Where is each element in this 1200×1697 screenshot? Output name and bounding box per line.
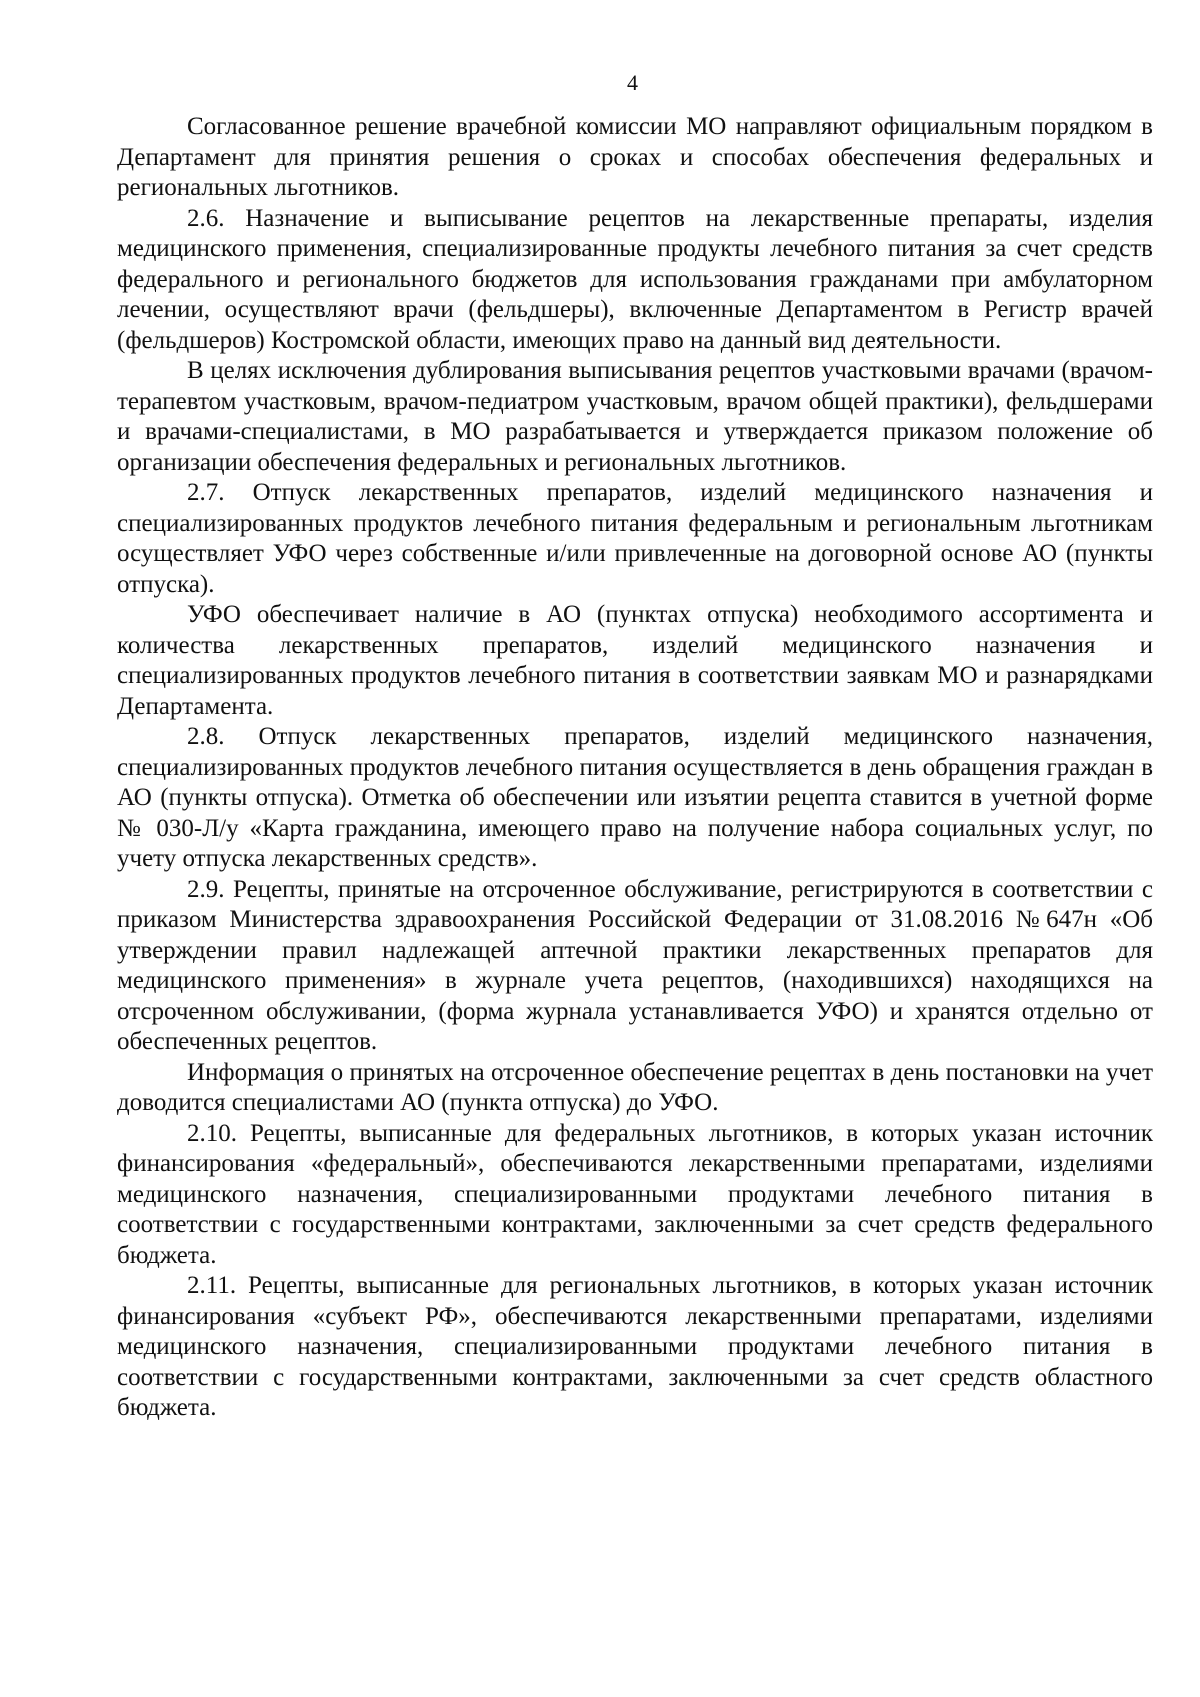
paragraph-duplication-prevention: В целях исключения дублирования выписывания рецептов участковыми врачами (врачом-терапевтом участковым, врачом-педиатром участковым, врачом общей практики), фельдшерами и врачами-специалистами, в МО разрабатывается и утверждается приказом положение об организации обеспечения федеральных и региональных льготников.	[117, 357, 1153, 476]
paragraph-2-7: 2.7. Отпуск лекарственных препаратов, изделий медицинского назначения и специализированных продуктов лечебного питания федеральным и региональным льготникам осуществляет УФО через собственные и/или привлеченные на договорной основе АО (пункты отпуска).	[117, 479, 1153, 598]
paragraph-2-11: 2.11. Рецепты, выписанные для региональных льготников, в которых указан источник финансирования «субъект РФ», обеспечиваются лекарственными препаратами, изделиями медицинского назначения, специализированными продуктами лечебного питания в соответствии с государственными контрактами, заключенными за счет средств областного бюджета.	[117, 1272, 1153, 1421]
paragraph-2-10: 2.10. Рецепты, выписанные для федеральных льготников, в которых указан источник финансирования «федеральный», обеспечиваются лекарственными препаратами, изделиями медицинского назначения, специализированными продуктами лечебного питания в соответствии с государственными контрактами, заключенными за счет средств федерального бюджета.	[117, 1119, 1153, 1269]
document-body	[117, 112, 1153, 1424]
page-number: 4	[627, 70, 638, 95]
paragraph-2-9: 2.9. Рецепты, принятые на отсроченное обслуживание, регистрируются в соответствии с приказом Министерства здравоохранения Российской Федерации от 31.08.2016 №647н «Об утверждении правил надлежащей аптечной практики лекарственных препаратов для медицинского применения» в журнале учета рецептов, (находившихся) находящихся на отсроченном обслуживании, (форма журнала устанавливается УФО) и хранятся отдельно от обеспеченных рецептов.	[117, 875, 1153, 1055]
paragraph-deferred-info: Информация о принятых на отсроченное обеспечение рецептах в день постановки на учет доводится специалистами АО (пункта отпуска) до УФО.	[117, 1058, 1153, 1116]
paragraph-approved-decision: Согласованное решение врачебной комиссии МО направляют официальным порядком в Департамент для принятия решения о сроках и способах обеспечения федеральных и региональных льготников.	[117, 113, 1153, 201]
paragraph-2-6: 2.6. Назначение и выписывание рецептов на лекарственные препараты, изделия медицинского применения, специализированные продукты лечебного питания за счет средств федерального и регионального бюджетов для использования гражданами при амбулаторном лечении, осуществляют врачи (фельдшеры), включенные Департаментом в Регистр врачей (фельдшеров) Костромской области, имеющих право на данный вид деятельности.	[117, 204, 1153, 354]
paragraph-ufo-assortment: УФО обеспечивает наличие в АО (пунктах отпуска) необходимого ассортимента и количества лекарственных препаратов, изделий медицинского назначения и специализированных продуктов лечебного питания в соответствии заявкам МО и разнарядками Департамента.	[117, 601, 1153, 720]
paragraph-2-8: 2.8. Отпуск лекарственных препаратов, изделий медицинского назначения, специализированных продуктов лечебного питания осуществляется в день обращения граждан в АО (пункты отпуска). Отметка об обеспечении или изъятии рецепта ставится в учетной форме № 030-Л/у «Карта гражданина, имеющего право на получение набора социальных услуг, по учету отпуска лекарственных средств».	[117, 723, 1153, 872]
